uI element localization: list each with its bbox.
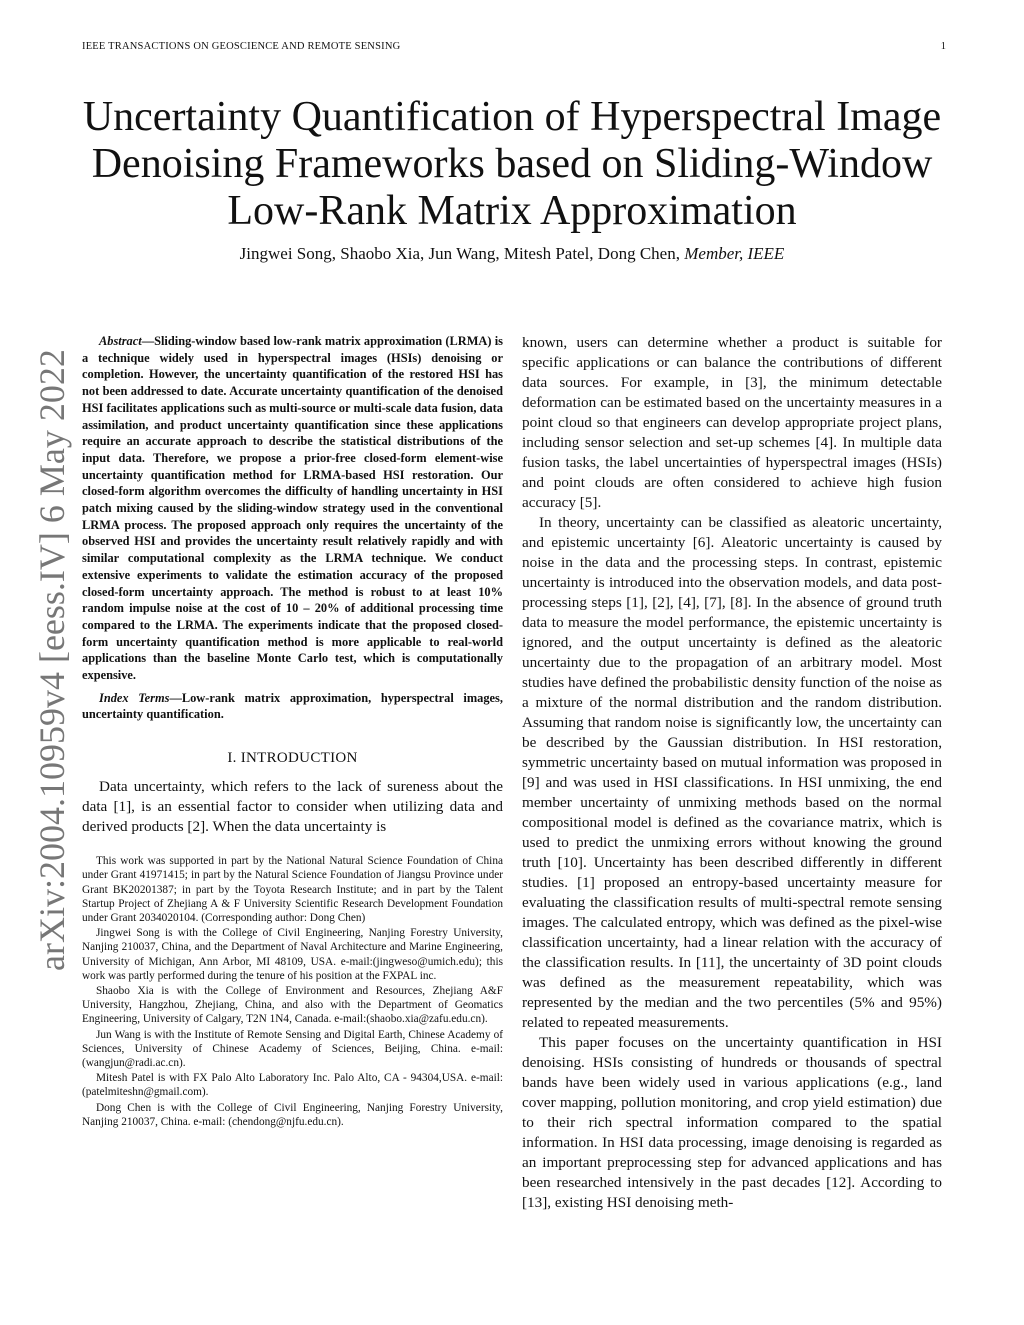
footnote-author-patel: Mitesh Patel is with FX Palo Alto Laboratory Inc. Palo Alto, CA - 94304,USA. e-mail:(patelmiteshn@gmail.com). [82,1072,503,1099]
left-column [82,333,503,1130]
running-head: IEEE TRANSACTIONS ON GEOSCIENCE AND REMOTE SENSING [82,41,401,52]
paper-title: Uncertainty Quantification of Hyperspectral Image Denoising Frameworks based on Sliding-Window Low-Rank Matrix Approximation [82,94,942,234]
index-terms-text: —Low-rank matrix approximation, hyperspectral images, uncertainty quantification. [82,690,503,722]
body-paragraph: In theory, uncertainty can be classified as aleatoric uncertainty, and epistemic uncertainty [6]. Aleatoric uncertainty is caused by noise in the data and the processing steps. In contrast, epistemic uncertainty is introduced into the observation models, and data post-processing steps [1], [2], [4], [7], [8]. In the absence of ground truth data to measure the model performance, the epistemic uncertainty is ignored, and the output uncertainty is defined as the aleatoric uncertainty due to the propagation of an arbitrary model. Most studies have defined the probabilistic density function of the noise as a mixture of the normal distribution and the random distribution. Assuming that random noise is significantly low, the uncertainty can be described by the Gaussian distribution. In HSI restoration, symmetric uncertainty based on mutual information was proposed in [9] and was used in HSI classifications. In HSI unmixing, the end member uncertainty of unmixing methods based on the normal compositional model is defined as the covariance matrix, which is used to predict the unmixing errors without knowing the ground truth [10]. Uncertainty has been described differently in different studies. [1] proposed an entropy-based uncertainty measure for evaluating the classification results of multi-spectral remote sensing images. The calculated entropy, which was defined as the pixel-wise classification uncertainty, had a linear relation with the accuracy of the classification results. In [11], the uncertainty of 3D point clouds was defined as the measurement repeatability, which was represented by the median and the two percentiles (5% and 95%) related to repeated measurements. [522,514,942,1031]
author-names: Jingwei Song, Shaobo Xia, Jun Wang, Mitesh Patel, Dong Chen, [239,244,685,263]
footnote-author-xia: Shaobo Xia is with the College of Environment and Resources, Zhejiang A&F University, Hangzhou, Zhejiang, China, and also with the Department of Geomatics Engineering, University of Calgary, T2N 1N4, Canada. e-mail:(shaobo.xia@zafu.edu.cn). [82,985,503,1026]
abstract-text: —Sliding-window based low-rank matrix approximation (LRMA) is a technique widely used in hyperspectral images (HSIs) denoising or completion. However, the uncertainty quantification of the restored HSI has not been addressed to date. Accurate uncertainty quantification of the denoised HSI facilitates applications such as multi-source or multi-scale data fusion, data assimilation, and product uncertainty quantification since these applications require an accurate approach to describe the statistical distributions of the input data. Therefore, we propose a prior-free closed-form element-wise uncertainty quantification method for LRMA-based HSI restoration. Our closed-form algorithm overcomes the difficulty of handling uncertainty in HSI patch mixing caused by the sliding-window strategy used in the conventional LRMA process. The proposed approach only requires the uncertainty of the observed HSI and provides the uncertainty result relatively rapidly and with similar computational complexity as the LRMA technique. We conduct extensive experiments to validate the estimation accuracy of the proposed closed-form uncertainty approach. The method is robust to at least 10% random impulse noise at the cost of 10 – 20% of additional processing time compared to the LRMA. The experiments indicate that the proposed closed-form uncertainty quantification method is more applicable to real-world applications than the baseline Monte Carlo test, which is computationally expensive. [82,334,503,683]
footnote-author-wang: Jun Wang is with the Institute of Remote Sensing and Digital Earth, Chinese Academy of Sciences, University of Chinese Academy of Sciences, Beijing, China. e-mail:(wangjun@radi.ac.cn). [82,1028,503,1070]
right-column [522,333,942,1213]
abstract [82,333,503,684]
footnote-author-chen: Dong Chen is with the College of Civil Engineering, Nanjing Forestry University, Nanjing 210037, China. e-mail: (chendong@njfu.edu.cn). [82,1101,503,1128]
page-number: 1 [940,41,946,52]
index-terms-label: Index Terms [99,690,170,705]
footnote-author-song: Jingwei Song is with the College of Civil Engineering, Nanjing Forestry University, Nanjing 210037, China, and the Department of Naval Architecture and Marine Engineering, University of Michigan, Ann Arbor, MI 48109, USA. e-mail:(jingweso@umich.edu); this work was partly performed during the tenure of his position at the FXPAL inc. [82,927,503,982]
footnotes [82,854,503,1129]
arxiv-stamp[interactable]: arXiv:2004.10959v4 [eess.IV] 6 May 2022 [32,349,72,971]
body-paragraph: known, users can determine whether a product is suitable for specific applications or can balance the contributions of different data sources. For example, in [3], the minimum detectable deformation can be estimated based on the uncertainty measures in a point cloud so that engineers can develop appropriate project plans, including sensor selection and set-up schemes [4]. In multiple data fusion tasks, the label uncertainties of hyperspectral images (HSIs) and point clouds are often considered to achieve high fusion accuracy [5]. [522,334,942,511]
author-line [60,244,964,264]
footnote-funding: This work was supported in part by the National Natural Science Foundation of China under Grant 41971415; in part by the Natural Science Foundation of Jiangsu Province under Grant BK20201387; in part by the Toyota Research Institute; and in part by the Talent Startup Project of Zhejiang A & F University Scientific Research Development Foundation under Grant 2034020104. (Corresponding author: Dong Chen) [82,855,503,924]
intro-paragraph: Data uncertainty, which refers to the lack of sureness about the data [1], is an essential factor to consider when utilizing data and derived products [2]. When the data uncertainty is [82,778,503,836]
abstract-label: Abstract [99,334,142,348]
section-heading: I. INTRODUCTION [227,750,358,767]
body-paragraph: This paper focuses on the uncertainty quantification in HSI denoising. HSIs consisting of hundreds or thousands of spectral bands have been widely used in various applications (e.g., land cover mapping, pollution monitoring, and crop yield estimation) due to their rich spectral information compared to the spatial information. In HSI data processing, image denoising is regarded as an important preprocessing step for advanced applications and has been researched intensively in the past decades [12]. According to [13], existing HSI denoising meth- [522,1034,942,1211]
index-terms [82,690,503,723]
author-membership: Member, IEEE [684,244,785,263]
